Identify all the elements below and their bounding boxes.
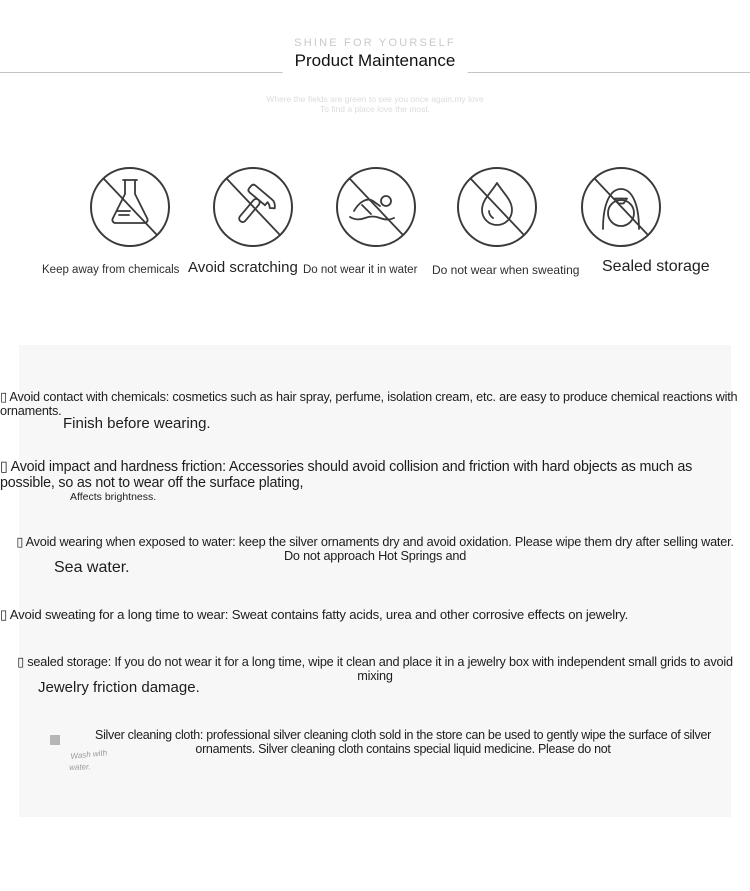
brand-tagline: SHINE FOR YOURSELF xyxy=(294,37,456,49)
note-sealed-storage-sub: Jewelry friction damage. xyxy=(38,679,200,696)
note-sealed-storage: ▯ sealed storage: If you do not wear it for a long time, wipe it clean and place it in a jewelry box with independent small grids to avoid mixing xyxy=(17,655,733,683)
no-hammer-icon xyxy=(211,165,295,249)
icon-label-sealed-storage: Sealed storage xyxy=(602,258,710,275)
note-chemicals-sub: Finish before wearing. xyxy=(63,415,211,432)
note-sweat: ▯ Avoid sweating for a long time to wear: Sweat contains fatty acids, urea and other corrosive effects on jewelry. xyxy=(0,607,629,622)
note-impact-sub: Affects brightness. xyxy=(70,491,157,503)
bullet-square-icon xyxy=(50,735,60,745)
no-swimming-icon xyxy=(334,165,418,249)
no-water-drop-icon xyxy=(455,165,539,249)
note-water: ▯ Avoid wearing when exposed to water: keep the silver ornaments dry and avoid oxidation. Please wipe them dry after selling water. Do not approach Hot Springs and xyxy=(16,535,734,563)
icon-label-keep-away-chemicals: Keep away from chemicals xyxy=(42,264,180,276)
icon-label-no-water: Do not wear it in water xyxy=(303,264,418,276)
note-water-sub: Sea water. xyxy=(54,559,130,576)
note-cleaning-cloth: Silver cleaning cloth: professional silver cleaning cloth sold in the store can be used to gently wipe the surface of silver ornaments. Silver cleaning cloth contains special liquid medicine. Please do not xyxy=(95,728,711,756)
page-title: Product Maintenance xyxy=(283,51,468,74)
no-ring-dome-icon xyxy=(579,165,663,249)
no-chemicals-flask-icon xyxy=(88,165,172,249)
note-chemicals: ▯ Avoid contact with chemicals: cosmetics such as hair spray, perfume, isolation cream, etc. are easy to produce chemical reactions with ornaments. xyxy=(0,390,738,418)
note-impact: ▯ Avoid impact and hardness friction: Accessories should avoid collision and friction with hard objects as much as possible, so as not to wear off the surface plating, xyxy=(0,459,693,491)
subtitle-line-1: Where the fields are green to see you once again,my love xyxy=(266,94,484,104)
icon-label-no-sweat: Do not wear when sweating xyxy=(432,263,580,277)
note-cleaning-cloth-sub2: water. xyxy=(69,762,91,772)
subtitle-line-2: To find a place love the most. xyxy=(319,104,431,114)
note-cleaning-cloth-sub1: Wash with xyxy=(70,748,108,761)
icon-label-avoid-scratching: Avoid scratching xyxy=(188,259,298,276)
